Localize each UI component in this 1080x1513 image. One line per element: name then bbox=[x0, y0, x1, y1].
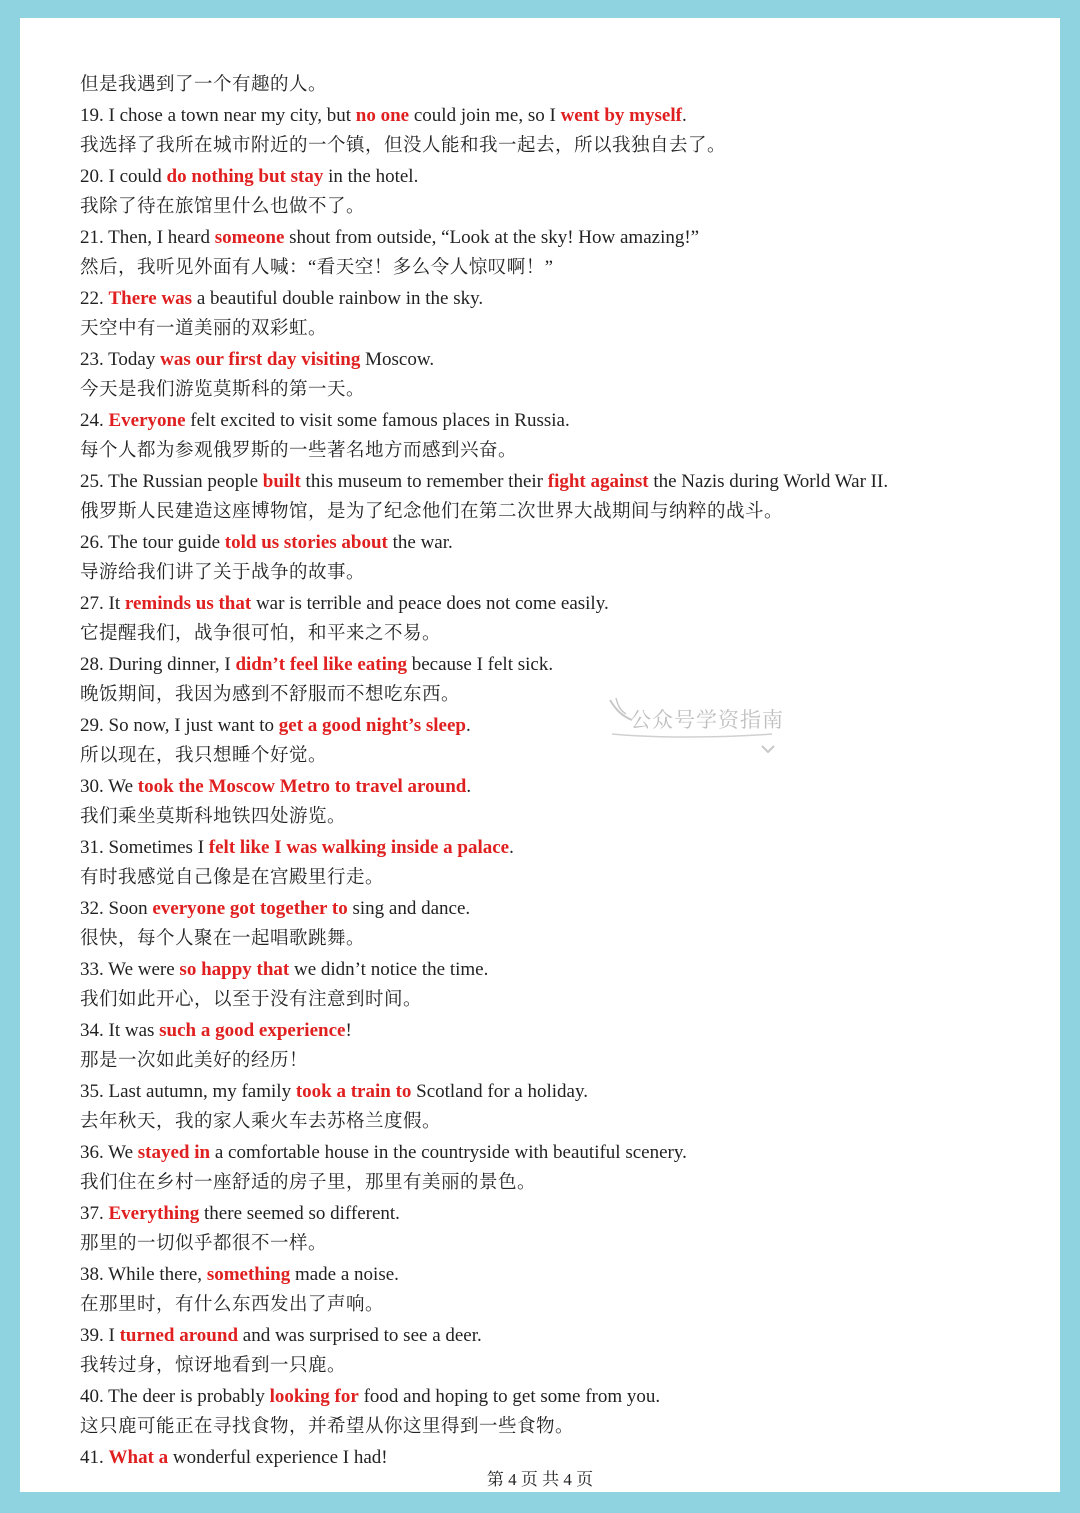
translation-line bbox=[80, 192, 1040, 223]
text-segment: 我选择了我所在城市附近的一个镇，但没人能和我一起去，所以我独自去了。 bbox=[80, 136, 727, 156]
sentence-line bbox=[80, 1138, 1040, 1169]
text-segment: a comfortable house in the countryside with beautiful scenery. bbox=[210, 1141, 687, 1163]
key-phrase: so happy that bbox=[179, 958, 290, 980]
sentence-line bbox=[80, 650, 1040, 681]
text-segment: 32. Soon bbox=[80, 897, 153, 919]
translation-line bbox=[80, 375, 1040, 406]
sentence-line bbox=[80, 528, 1040, 559]
text-segment: 晚饭期间，我因为感到不舒服而不想吃东西。 bbox=[80, 685, 461, 705]
translation-line bbox=[80, 70, 1040, 101]
key-phrase: such a good experience bbox=[159, 1019, 346, 1041]
text-segment: . bbox=[681, 104, 687, 126]
text-segment: 去年秋天，我的家人乘火车去苏格兰度假。 bbox=[80, 1112, 442, 1132]
translation-line bbox=[80, 1229, 1040, 1260]
translation-line bbox=[80, 1412, 1040, 1443]
sentence-line bbox=[80, 772, 1040, 803]
key-phrase: no one bbox=[355, 104, 410, 126]
translation-line bbox=[80, 1107, 1040, 1138]
text-segment: . bbox=[466, 775, 472, 797]
key-phrase: didn’t feel like eating bbox=[235, 653, 407, 675]
key-phrase: something bbox=[206, 1263, 291, 1285]
key-phrase: took the Moscow Metro to travel around bbox=[137, 775, 467, 797]
text-segment: 23. Today bbox=[80, 348, 161, 370]
text-segment: ! bbox=[345, 1019, 352, 1041]
translation-line bbox=[80, 1168, 1040, 1199]
key-phrase: told us stories about bbox=[224, 531, 388, 553]
text-segment: war is terrible and peace does not come easily. bbox=[251, 592, 609, 614]
text-segment: 19. I chose a town near my city, but bbox=[80, 104, 356, 126]
text-segment: 俄罗斯人民建造这座博物馆，是为了纪念他们在第二次世界大战期间与纳粹的战斗。 bbox=[80, 502, 784, 522]
text-segment: 每个人都为参观俄罗斯的一些著名地方而感到兴奋。 bbox=[80, 441, 518, 461]
text-segment: 今天是我们游览莫斯科的第一天。 bbox=[80, 380, 366, 400]
text-segment: 我们如此开心，以至于没有注意到时间。 bbox=[80, 990, 423, 1010]
text-segment: 24. bbox=[80, 409, 109, 431]
text-segment: the Nazis during World War II. bbox=[648, 470, 889, 492]
text-segment: 我除了待在旅馆里什么也做不了。 bbox=[80, 197, 366, 217]
translation-line bbox=[80, 802, 1040, 833]
text-segment: 27. It bbox=[80, 592, 125, 614]
sentence-line bbox=[80, 345, 1040, 376]
key-phrase: stayed in bbox=[137, 1141, 211, 1163]
translation-line bbox=[80, 558, 1040, 589]
translation-line bbox=[80, 314, 1040, 345]
key-phrase: felt like I was walking inside a palace bbox=[208, 836, 510, 858]
translation-line bbox=[80, 619, 1040, 650]
text-segment: shout from outside, “Look at the sky! How amazing!” bbox=[284, 226, 700, 248]
sentence-line bbox=[80, 284, 1040, 315]
text-segment: 21. Then, I heard bbox=[80, 226, 215, 248]
text-segment: 有时我感觉自己像是在宫殿里行走。 bbox=[80, 868, 385, 888]
text-segment: in the hotel. bbox=[323, 165, 419, 187]
text-segment: 这只鹿可能正在寻找食物，并希望从你这里得到一些食物。 bbox=[80, 1417, 575, 1437]
sentence-line bbox=[80, 101, 1040, 132]
sentence-line bbox=[80, 1321, 1040, 1352]
sentence-line bbox=[80, 162, 1040, 193]
text-segment: made a noise. bbox=[290, 1263, 399, 1285]
sentence-line bbox=[80, 1260, 1040, 1291]
text-segment: 31. Sometimes I bbox=[80, 836, 209, 858]
document-page bbox=[20, 18, 1060, 1492]
translation-line bbox=[80, 1046, 1040, 1077]
text-segment: . bbox=[466, 714, 471, 736]
text-segment: 29. So now, I just want to bbox=[80, 714, 279, 736]
translation-line bbox=[80, 680, 1040, 711]
text-segment: 28. During dinner, I bbox=[80, 653, 236, 675]
key-phrase: built bbox=[262, 470, 301, 492]
key-phrase: went by myself bbox=[560, 104, 682, 126]
text-segment: food and hoping to get some from you. bbox=[358, 1385, 661, 1407]
text-segment: 那是一次如此美好的经历！ bbox=[80, 1051, 309, 1071]
text-segment: the war. bbox=[387, 531, 453, 553]
key-phrase: reminds us that bbox=[124, 592, 252, 614]
translation-line bbox=[80, 1351, 1040, 1382]
text-segment: this museum to remember their bbox=[300, 470, 548, 492]
text-segment: 我转过身，惊讶地看到一只鹿。 bbox=[80, 1356, 347, 1376]
translation-line bbox=[80, 985, 1040, 1016]
text-segment: 它提醒我们，战争很可怕，和平来之不易。 bbox=[80, 624, 442, 644]
translation-line bbox=[80, 924, 1040, 955]
text-segment: 但是我遇到了一个有趣的人。 bbox=[80, 75, 328, 95]
text-segment: sing and dance. bbox=[347, 897, 471, 919]
translation-line bbox=[80, 741, 1040, 772]
text-segment: 41. bbox=[80, 1446, 109, 1468]
key-phrase: There was bbox=[108, 287, 193, 309]
sentence-line bbox=[80, 589, 1040, 620]
sentence-line bbox=[80, 1077, 1040, 1108]
key-phrase: Everyone bbox=[108, 409, 186, 431]
translation-line bbox=[80, 436, 1040, 467]
sentence-line bbox=[80, 894, 1040, 925]
watermark bbox=[602, 694, 792, 764]
text-segment: 25. The Russian people bbox=[80, 470, 263, 492]
sentence-line bbox=[80, 467, 1040, 498]
key-phrase: get a good night’s sleep bbox=[278, 714, 466, 736]
text-segment: 40. The deer is probably bbox=[80, 1385, 270, 1407]
sentence-line bbox=[80, 833, 1040, 864]
key-phrase: was our first day visiting bbox=[160, 348, 361, 370]
text-segment: 我们乘坐莫斯科地铁四处游览。 bbox=[80, 807, 347, 827]
text-segment: 所以现在，我只想睡个好觉。 bbox=[80, 746, 328, 766]
sentence-line bbox=[80, 223, 1040, 254]
text-segment: 20. I could bbox=[80, 165, 167, 187]
watermark-text: 公众号学资指南 bbox=[630, 708, 784, 732]
key-phrase: took a train to bbox=[295, 1080, 412, 1102]
page-footer: 第 4 页 共 4 页 bbox=[486, 1470, 594, 1489]
text-segment: 35. Last autumn, my family bbox=[80, 1080, 296, 1102]
text-segment: 那里的一切似乎都很不一样。 bbox=[80, 1234, 328, 1254]
text-segment: 36. We bbox=[80, 1141, 138, 1163]
sentence-line bbox=[80, 711, 1040, 742]
key-phrase: someone bbox=[214, 226, 285, 248]
key-phrase: Everything bbox=[108, 1202, 200, 1224]
text-segment: 22. bbox=[80, 287, 109, 309]
text-segment: 37. bbox=[80, 1202, 109, 1224]
text-segment: 在那里时，有什么东西发出了声响。 bbox=[80, 1295, 385, 1315]
text-segment: 26. The tour guide bbox=[80, 531, 225, 553]
text-segment: 然后，我听见外面有人喊：“看天空！多么令人惊叹啊！” bbox=[80, 258, 554, 278]
key-phrase: everyone got together to bbox=[152, 897, 348, 919]
key-phrase: fight against bbox=[547, 470, 649, 492]
text-segment: 很快，每个人聚在一起唱歌跳舞。 bbox=[80, 929, 366, 949]
sentence-list bbox=[80, 70, 1040, 1473]
text-segment: a beautiful double rainbow in the sky. bbox=[192, 287, 484, 309]
sentence-line bbox=[80, 1382, 1040, 1413]
translation-line bbox=[80, 863, 1040, 894]
text-segment: 导游给我们讲了关于战争的故事。 bbox=[80, 563, 366, 583]
text-segment: we didn’t notice the time. bbox=[289, 958, 489, 980]
text-segment: 30. We bbox=[80, 775, 138, 797]
text-segment: wonderful experience I had! bbox=[168, 1446, 388, 1468]
text-segment: Moscow. bbox=[360, 348, 435, 370]
text-segment: 39. I bbox=[80, 1324, 120, 1346]
text-segment: 34. It was bbox=[80, 1019, 160, 1041]
text-segment: 33. We were bbox=[80, 958, 180, 980]
text-segment: 38. While there, bbox=[80, 1263, 207, 1285]
sentence-line bbox=[80, 955, 1040, 986]
key-phrase: looking for bbox=[269, 1385, 359, 1407]
key-phrase: turned around bbox=[119, 1324, 239, 1346]
translation-line bbox=[80, 131, 1040, 162]
translation-line bbox=[80, 497, 1040, 528]
text-segment: 天空中有一道美丽的双彩虹。 bbox=[80, 319, 328, 339]
text-segment: because I felt sick. bbox=[406, 653, 554, 675]
sentence-line bbox=[80, 406, 1040, 437]
text-segment: . bbox=[509, 836, 514, 858]
text-segment: 我们住在乡村一座舒适的房子里，那里有美丽的景色。 bbox=[80, 1173, 537, 1193]
text-segment: and was surprised to see a deer. bbox=[238, 1324, 482, 1346]
translation-line bbox=[80, 253, 1040, 284]
text-segment: there seemed so different. bbox=[199, 1202, 400, 1224]
text-segment: could join me, so I bbox=[409, 104, 561, 126]
sentence-line bbox=[80, 1016, 1040, 1047]
text-segment: felt excited to visit some famous places in Russia. bbox=[185, 409, 570, 431]
key-phrase: What a bbox=[108, 1446, 169, 1468]
sentence-line bbox=[80, 1199, 1040, 1230]
text-segment: Scotland for a holiday. bbox=[411, 1080, 588, 1102]
translation-line bbox=[80, 1290, 1040, 1321]
key-phrase: do nothing but stay bbox=[166, 165, 324, 187]
